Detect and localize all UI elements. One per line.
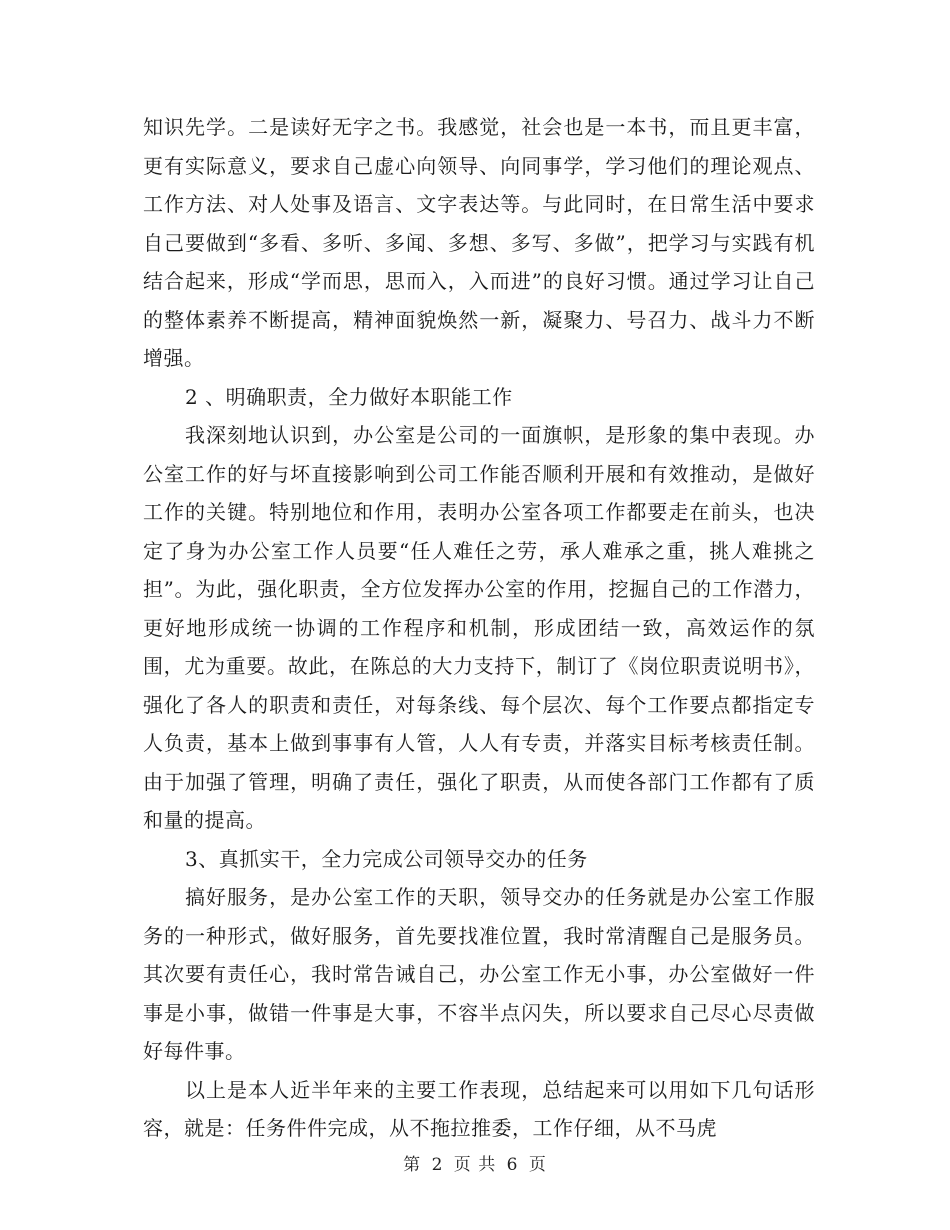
page-footer bbox=[0, 1150, 950, 1175]
section-heading-2: 2 、明确职责，全力做好本职能工作 bbox=[185, 384, 513, 409]
paragraph-5: 搞好服务，是办公室工作的天职，领导交办的任务就是办公室工作服务的一种形式，做好服务，首先要找准位置，我时常清醒自己是服务员。其次要有责任心，我时常告诫自己，办公室工作无小事，办公室做好一件事是小事，做错一件事是大事，不容半点闪失，所以要求自己尽心尽责做好每件事。 bbox=[143, 885, 815, 1063]
section-heading-3: 3、真抓实干，全力完成公司领导交办的任务 bbox=[185, 846, 588, 871]
footer-page-number: 2 bbox=[431, 1155, 444, 1175]
footer-total-pages: 6 bbox=[506, 1155, 519, 1175]
footer-middle: 页 共 bbox=[453, 1155, 497, 1175]
paragraph-1: 知识先学。二是读好无字之书。我感觉，社会也是一本书，而且更丰富，更有实际意义，要求自己虚心向领导、向同事学，学习他们的理论观点、工作方法、对人处事及语言、文字表达等。与此同时，在日常生活中要求自己要做到“多看、多听、多闻、多想、多写、多做”，把学习与实践有机结合起来，形成“学而思，思而入，入而进”的良好习惯。通过学习让自己的整体素养不断提高，精神面貌焕然一新，凝聚力、号召力、战斗力不断增强。 bbox=[143, 115, 815, 370]
document-body bbox=[143, 108, 815, 1148]
footer-prefix: 第 bbox=[403, 1155, 422, 1175]
paragraph-6: 以上是本人近半年来的主要工作表现，总结起来可以用如下几句话形容，就是：任务件件完成，从不拖拉推委，工作仔细，从不马虎 bbox=[143, 1077, 815, 1140]
paragraph-3: 我深刻地认识到，办公室是公司的一面旗帜，是形象的集中表现。办公室工作的好与坏直接影响到公司工作能否顺利开展和有效推动，是做好工作的关键。特别地位和作用，表明办公室各项工作都要走在前头，也决定了身为办公室工作人员要“任人难任之劳，承人难承之重，挑人难挑之担”。为此，强化职责，全方位发挥办公室的作用，挖掘自己的工作潜力，更好地形成统一协调的工作程序和机制，形成团结一致，高效运作的氛围，尤为重要。故此，在陈总的大力支持下，制订了《岗位职责说明书》，强化了各人的职责和责任，对每条线、每个层次、每个工作要点都指定专人负责，基本上做到事事有人管，人人有专责，并落实目标考核责任制。由于加强了管理，明确了责任，强化了职责，从而使各部门工作都有了质和量的提高。 bbox=[143, 423, 815, 832]
footer-suffix: 页 bbox=[528, 1155, 547, 1175]
